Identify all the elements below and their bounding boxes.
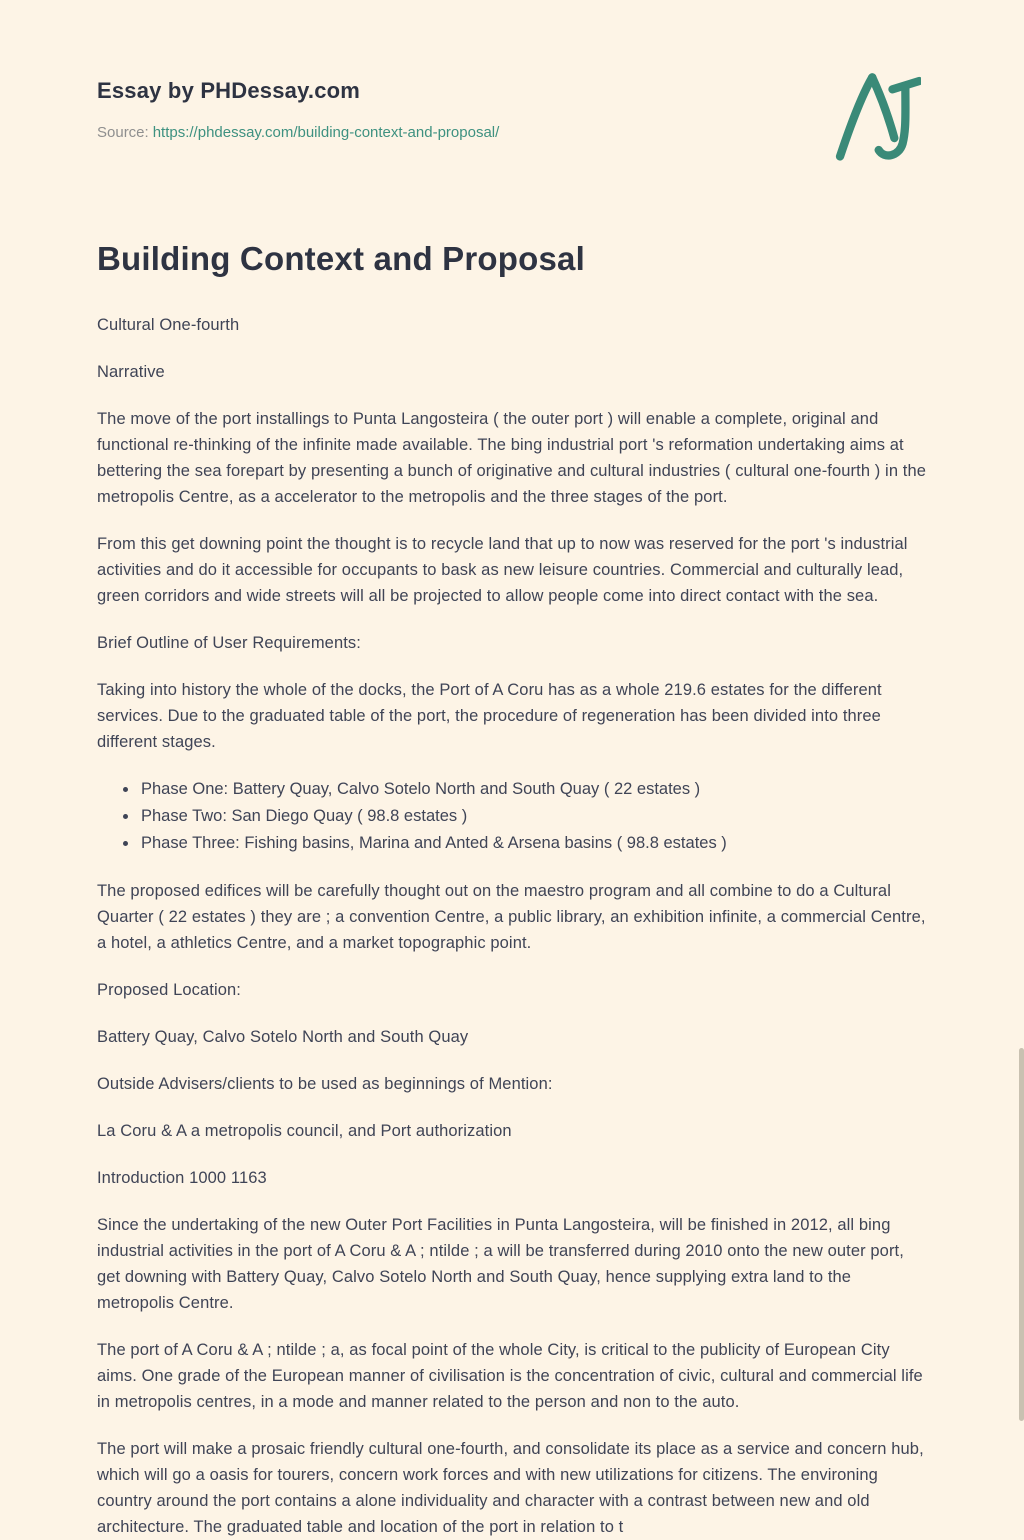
paragraph-narrative: Narrative xyxy=(97,363,165,381)
paragraph-recycle-land: From this get downing point the thought is to recycle land that up to now was reserved for the port 's industrial activities and do it accessible for occupants to bask as new leisure countries. Commercial and culturally lead, green corridors and wide streets will all be projected to allow people come into direct contact with the sea. xyxy=(97,535,908,605)
header xyxy=(97,78,927,164)
paragraph-user-requirements-heading: Brief Outline of User Requirements: xyxy=(97,634,361,652)
paragraph-european-city: The port of A Coru & A ; ntilde ; a, as focal point of the whole City, is critical to the publicity of European City aims. One grade of the European manner of civilisation is the concentration of civic, cultural and commercial life in metropolis centres, in a mode and manner related to the person and non to the auto. xyxy=(97,1341,923,1411)
paragraph-docks-overview: Taking into history the whole of the docks, the Port of A Coru has as a whole 219.6 estates for the different services. Due to the graduated table of the port, the procedure of regeneration has been divided into three different stages. xyxy=(97,681,882,751)
source-link[interactable]: https://phdessay.com/building-context-and-proposal/ xyxy=(152,124,500,141)
list-item-phase-three: Phase Three: Fishing basins, Marina and Anted & Arsena basins ( 98.8 estates ) xyxy=(121,830,927,857)
essay-article xyxy=(97,240,927,1540)
page-title: Building Context and Proposal xyxy=(97,240,585,277)
paragraph-port-move: The move of the port installings to Punta Langosteira ( the outer port ) will enable a complete, original and functional re-thinking of the infinite made available. The bing industrial port 's reformation undertaking aims at bettering the sea forepart by presenting a bunch of originative and cultural industries ( cultural one-fourth ) in the metropolis Centre, as a accelerator to the metropolis and the three stages of the port. xyxy=(97,410,927,506)
paragraph-proposed-location-value: Battery Quay, Calvo Sotelo North and South Quay xyxy=(97,1028,469,1046)
paragraph-advisers-value: La Coru & A a metropolis council, and Port authorization xyxy=(97,1122,512,1140)
phase-list xyxy=(121,776,927,857)
essay-body xyxy=(97,312,927,1540)
paragraph-advisers-heading: Outside Advisers/clients to be used as beginnings of Mention: xyxy=(97,1075,553,1093)
paragraph-proposed-edifices: The proposed edifices will be carefully thought out on the maestro program and all combine to do a Cultural Quarter ( 22 estates ) they are ; a convention Centre, a public library, an exhibition infinite, a commercial Centre, a hotel, a athletics Centre, and a market topographic point. xyxy=(97,882,926,952)
header-text xyxy=(97,78,499,141)
scrollbar-thumb[interactable] xyxy=(1019,1048,1024,1421)
source-label: Source: xyxy=(97,124,149,141)
scrollbar[interactable] xyxy=(1019,0,1024,1421)
list-item-phase-two: Phase Two: San Diego Quay ( 98.8 estates ) xyxy=(121,803,927,830)
byline: Essay by PHDessay.com xyxy=(97,78,361,103)
paragraph-pedestrian-quarter: The port will make a prosaic friendly cultural one-fourth, and consolidate its place as a service and concern hub, which will go a oasis for tourers, concern work forces and with new utilizations for citizens. The environing country around the port contains a alone individuality and character with a contrast between new and old architecture. The graduated table and location of the port in relation to t xyxy=(97,1440,924,1536)
paragraph-introduction-heading: Introduction 1000 1163 xyxy=(97,1169,267,1187)
list-item-phase-one: Phase One: Battery Quay, Calvo Sotelo North and South Quay ( 22 estates ) xyxy=(121,776,927,803)
phdessay-logo-icon xyxy=(829,68,921,164)
paragraph-cultural-quarter: Cultural One-fourth xyxy=(97,316,240,334)
source-line xyxy=(97,124,499,141)
paragraph-outer-port: Since the undertaking of the new Outer Port Facilities in Punta Langosteira, will be finished in 2012, all bing industrial activities in the port of A Coru & A ; ntilde ; a will be transferred during 2010 onto the new outer port, get downing with Battery Quay, Calvo Sotelo North and South Quay, hence supplying extra land to the metropolis Centre. xyxy=(97,1216,904,1312)
paragraph-proposed-location-heading: Proposed Location: xyxy=(97,981,241,999)
